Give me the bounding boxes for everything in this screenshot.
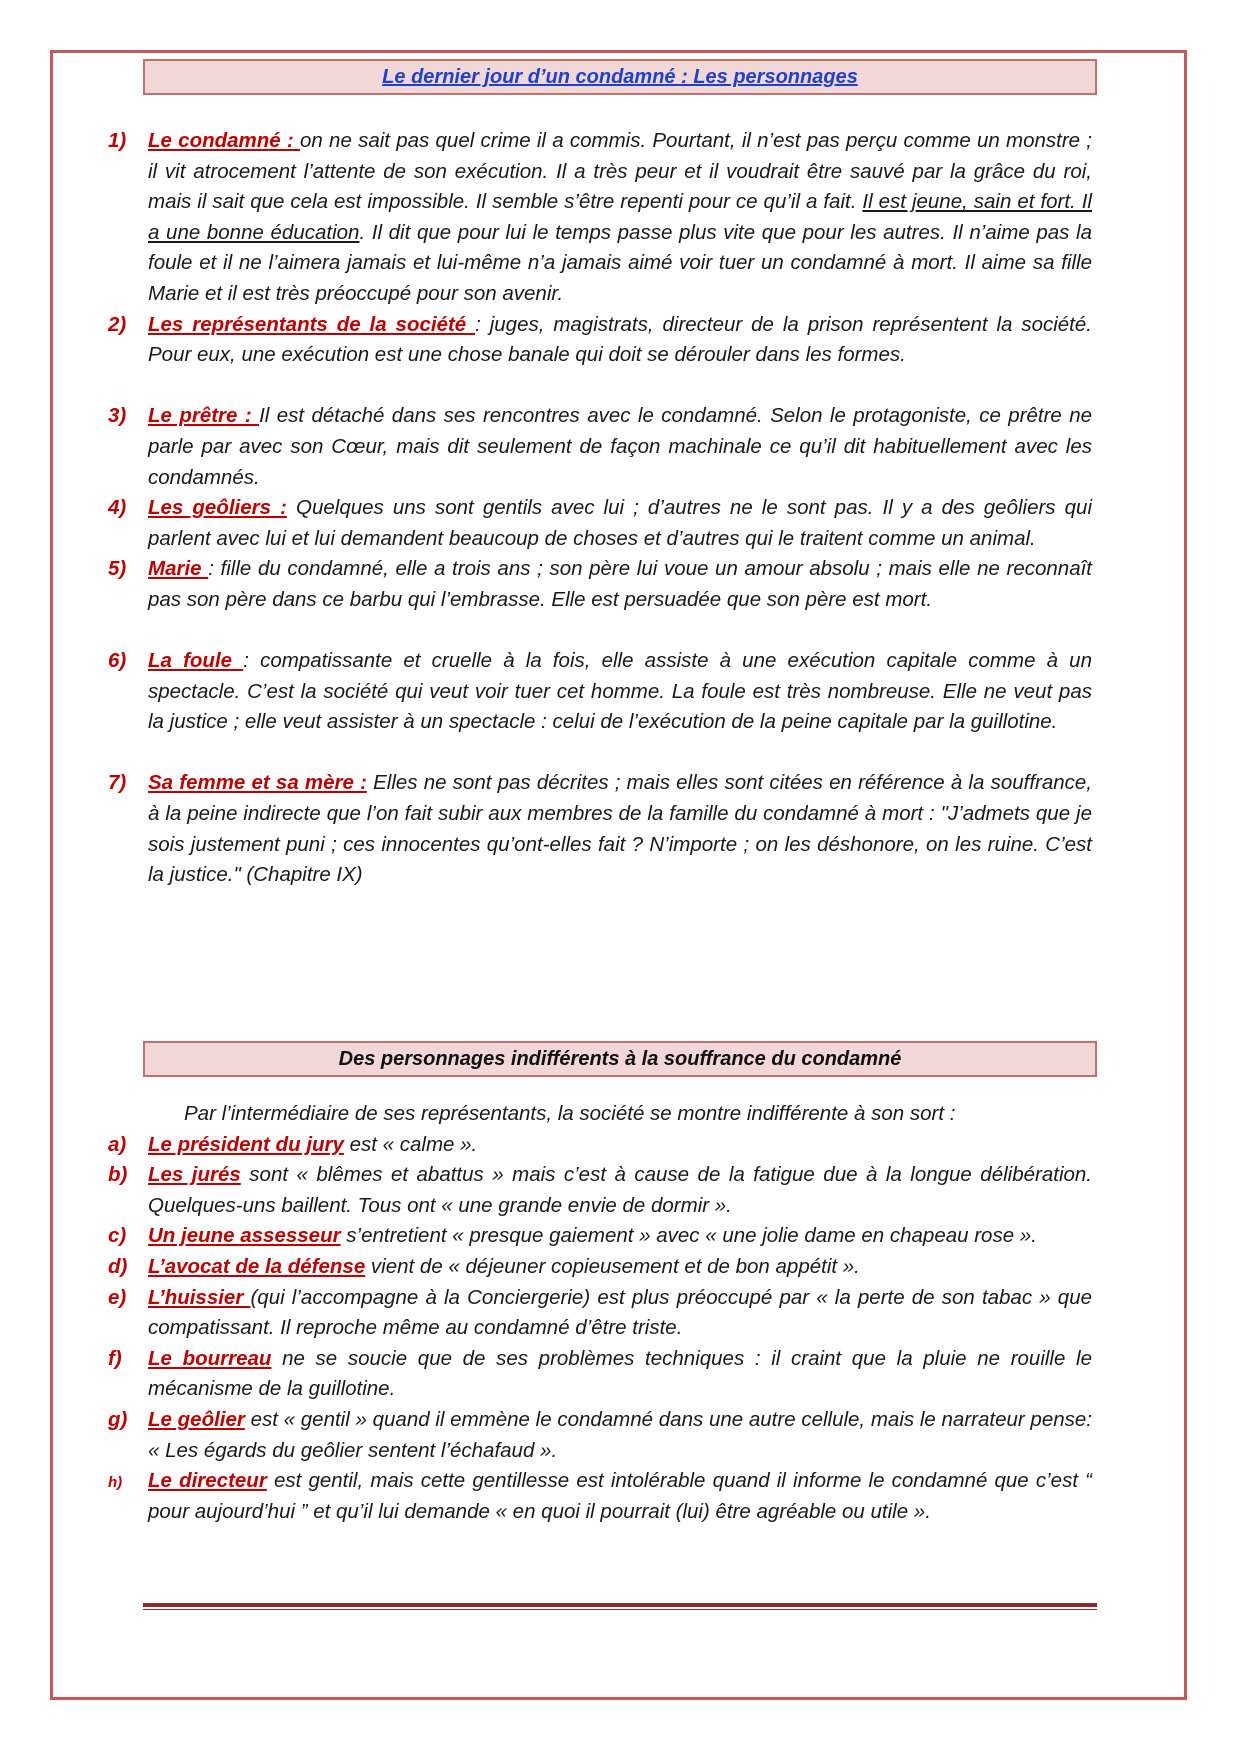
- character-description: fille du condamné, elle a trois ans ; son père lui voue un amour absolu ; mais elle ne reconnaît pas son père dans ce barbu qui l’embrasse. Elle est persuadée que son père est mort.: [148, 557, 1092, 611]
- character-description-underlined: Il est jeune, sain et fort. Il a une bonne éducation: [148, 190, 1092, 244]
- item-number: 3): [108, 404, 127, 428]
- character-name: Les jurés: [148, 1163, 241, 1187]
- character-name: La foule: [148, 649, 244, 673]
- item-letter: b): [108, 1163, 128, 1187]
- separator: [287, 496, 296, 519]
- item-letter: c): [108, 1224, 127, 1248]
- item-letter: f): [108, 1346, 122, 1370]
- list-item: [104, 1130, 1092, 1161]
- character-item: [104, 768, 1092, 890]
- item-letter: g): [108, 1407, 128, 1431]
- character-item: [104, 401, 1092, 493]
- character-description: Il est détaché dans ses rencontres avec le condamné. Selon le protagoniste, ce prêtre ne parle par avec son Cœur, mais dit seulement de façon machinale ce qu’il dit habituellement avec les condamnés.: [148, 404, 1092, 489]
- spacer: [104, 371, 1092, 402]
- list-item: [104, 1221, 1092, 1252]
- item-letter: a): [108, 1132, 127, 1156]
- character-name: L’huissier: [148, 1285, 251, 1309]
- indifferent-list: [104, 1099, 1092, 1527]
- character-name: Le président du jury: [148, 1132, 344, 1156]
- character-name: Le geôlier: [148, 1407, 245, 1431]
- character-name: Le bourreau: [148, 1346, 272, 1370]
- character-name: Les représentants de la société: [148, 312, 476, 336]
- item-number: 5): [108, 557, 127, 581]
- character-name: Sa femme et sa mère :: [148, 771, 367, 795]
- list-item: [104, 1252, 1092, 1283]
- bottom-rule-thin: [143, 1609, 1097, 1610]
- character-description: est gentil, mais cette gentillesse est intolérable quand il informe le condamné que c’est “ pour aujourd’hui ” et qu’il lui demande « en quoi il pourrait (lui) être agréable ou utile ».: [148, 1469, 1092, 1523]
- character-name: Un jeune assesseur: [148, 1224, 341, 1248]
- character-item: [104, 554, 1092, 615]
- character-description: est « calme ».: [343, 1132, 478, 1156]
- bottom-rule-thick: [143, 1603, 1097, 1607]
- character-description: est « gentil » quand il emmène le condamné dans une autre cellule, mais le narrateur pense: « Les égards du geôlier sentent l’échafaud ».: [148, 1407, 1092, 1462]
- item-number: 7): [108, 771, 127, 795]
- item-letter: h): [108, 1474, 123, 1492]
- item-number: 6): [108, 649, 127, 673]
- character-description: (qui l’accompagne à la Conciergerie) est plus préoccupé par « la perte de son tabac » que compatissant. Il reproche même au condamné d’être triste.: [148, 1285, 1092, 1340]
- character-description: compatissante et cruelle à la fois, elle assiste à une exécution capitale comme à un spectacle. C’est la société qui veut voir tuer cet homme. La foule est très nombreuse. Elle ne veut pas la justice ; elle veut assister à un spectacle : celui de l’exécution de la peine capitale par la guillotine.: [148, 649, 1092, 734]
- character-description: Elles ne sont pas décrites ; mais elles sont citées en référence à la souffrance, à la peine indirecte que l’on fait subir aux membres de la famille du condamné à mort : "J’admets que je sois justement puni ; ces innocentes qu’ont-elles fait ? N’importe ; on les déshonore, on les ruine. C’est la justice." (Chapitre IX): [148, 771, 1092, 887]
- spacer: [104, 738, 1092, 769]
- list-item: [104, 1283, 1092, 1344]
- list-item: [104, 1344, 1092, 1405]
- character-name: Le condamné: [148, 129, 287, 152]
- character-name: Le prêtre :: [148, 404, 260, 428]
- character-description: vient de « déjeuner copieusement et de bon appétit ».: [365, 1254, 860, 1278]
- item-letter: d): [108, 1254, 128, 1278]
- item-number: 2): [108, 312, 127, 336]
- character-name: Les geôliers :: [148, 496, 287, 520]
- character-description-end: . Il dit que pour lui le temps passe plus vite que pour les autres. Il n’aime pas la foule et il ne l’aimera jamais et lui-même n’a jamais aimé voir tuer un condamné à mort. Il aime sa fille Marie et il est très préoccupé pour son avenir.: [148, 220, 1093, 305]
- section-title-box: [143, 1041, 1097, 1077]
- character-description: Quelques uns sont gentils avec lui ; d’autres ne le sont pas. Il y a des geôliers qui parlent avec lui et lui demandent beaucoup de choses et d’autres qui le traitent comme un animal.: [148, 496, 1092, 550]
- separator: :: [243, 649, 261, 673]
- item-letter: e): [108, 1285, 127, 1309]
- item-number: 1): [108, 129, 127, 152]
- character-name: L’avocat de la défense: [148, 1254, 366, 1278]
- character-item: [104, 310, 1092, 371]
- character-description: on ne sait pas quel crime il a commis. Pourtant, il n’est pas perçu comme un monstre ; il vit atrocement l’attente de son exécution. Il a très peur et il voudrait être sauvé par la grâce du roi, mais il sait que cela est impossible. Il semble s’être repenti pour ce qu’il a fait.: [148, 129, 1092, 214]
- characters-list: [104, 126, 1092, 891]
- spacer: [104, 616, 1092, 647]
- character-description: ne se soucie que de ses problèmes techniques : il craint que la pluie ne rouille le mécanisme de la guillotine.: [148, 1346, 1093, 1401]
- character-item: [104, 126, 1092, 310]
- intro-paragraph: Par l’intermédiaire de ses représentants, la société se montre indifférente à son sort :: [184, 1102, 956, 1125]
- main-title-box: [143, 59, 1097, 95]
- separator: :: [286, 129, 300, 152]
- item-number: 4): [108, 496, 127, 520]
- character-item: [104, 646, 1092, 738]
- character-name: Le directeur: [148, 1469, 267, 1493]
- list-item: [104, 1405, 1092, 1466]
- character-description: s’entretient « presque gaiement » avec « une jolie dame en chapeau rose ».: [340, 1224, 1037, 1248]
- character-description: juges, magistrats, directeur de la prison représentent la société. Pour eux, une exécution est une chose banale qui doit se dérouler dans les formes.: [148, 312, 1092, 367]
- separator: :: [475, 312, 490, 336]
- main-title: Le dernier jour d’un condamné : Les personnages: [382, 66, 858, 88]
- section-title: Des personnages indifférents à la souffrance du condamné: [338, 1048, 902, 1070]
- character-description: sont « blêmes et abattus » mais c’est à cause de la fatigue due à la longue délibération. Quelques-uns baillent. Tous ont « une grande envie de dormir ».: [148, 1163, 1092, 1217]
- list-item: [104, 1160, 1092, 1221]
- character-item: [104, 493, 1092, 554]
- separator: :: [208, 557, 221, 581]
- character-name: Marie: [148, 557, 209, 581]
- list-item: [104, 1466, 1092, 1527]
